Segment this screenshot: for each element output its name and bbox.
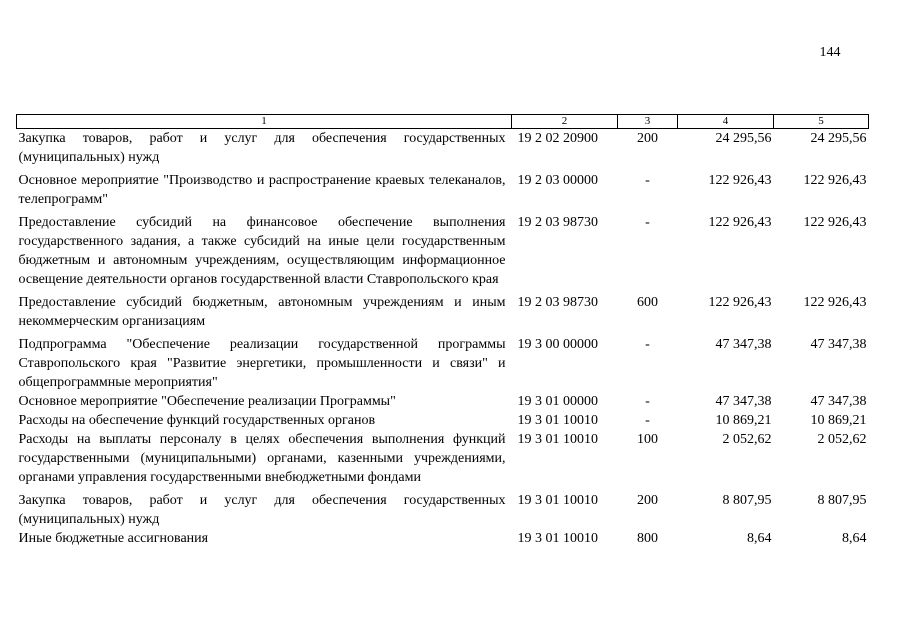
row-sum-1: 24 295,56 (715, 131, 772, 146)
row-type: - (645, 215, 650, 230)
row-sum-1: 122 926,43 (708, 173, 772, 188)
row-sum-2: 122 926,43 (803, 215, 867, 230)
row-type: - (645, 337, 650, 352)
column-header-name: 1 (17, 115, 512, 129)
column-header-code: 2 (512, 115, 618, 129)
row-code: 19 3 01 10010 (517, 413, 598, 428)
row-sum-2: 8 807,95 (817, 493, 867, 508)
row-name: Подпрограмма "Обеспечение реализации государственной программы Ставропольского края "Развитие энергетики, промышленности и связи" и общепрограммные мероприятия" (18, 337, 506, 390)
row-code: 19 3 01 00000 (517, 394, 598, 409)
row-sum-2: 24 295,56 (810, 131, 867, 146)
row-sum-2: 122 926,43 (803, 173, 867, 188)
row-name: Основное мероприятие "Производство и распространение краевых телеканалов, телепрограмм" (18, 173, 506, 207)
row-type: 800 (637, 531, 658, 546)
row-sum-1: 47 347,38 (715, 337, 772, 352)
row-code: 19 3 00 00000 (517, 337, 598, 352)
row-sum-1: 122 926,43 (708, 295, 772, 310)
table-row (17, 529, 869, 548)
budget-table (16, 114, 869, 548)
row-sum-2: 10 869,21 (810, 413, 867, 428)
row-type: 200 (637, 493, 658, 508)
row-code: 19 2 03 98730 (517, 295, 598, 310)
row-code: 19 2 02 20900 (517, 131, 598, 146)
row-type: - (645, 394, 650, 409)
row-sum-1: 122 926,43 (708, 215, 772, 230)
row-sum-1: 8 807,95 (722, 493, 772, 508)
page-number: 144 (819, 45, 841, 60)
table-row (17, 411, 869, 430)
row-name: Иные бюджетные ассигнования (18, 531, 209, 546)
row-type: 100 (637, 432, 658, 447)
table-row (17, 171, 869, 213)
row-sum-1: 8,64 (747, 531, 772, 546)
row-type: 200 (637, 131, 658, 146)
column-header-type: 3 (618, 115, 678, 129)
column-header-sum-1: 4 (678, 115, 774, 129)
row-sum-1: 2 052,62 (722, 432, 772, 447)
table-row (17, 430, 869, 491)
row-sum-1: 10 869,21 (715, 413, 772, 428)
table-row (17, 129, 869, 172)
row-name: Основное мероприятие "Обеспечение реализации Программы" (18, 394, 396, 409)
row-name: Закупка товаров, работ и услуг для обеспечения государственных (муниципальных) нужд (18, 493, 506, 527)
row-sum-2: 122 926,43 (803, 295, 867, 310)
table-row (17, 335, 869, 392)
row-code: 19 2 03 98730 (517, 215, 598, 230)
header-row (17, 115, 869, 129)
row-code: 19 2 03 00000 (517, 173, 598, 188)
row-sum-2: 47 347,38 (810, 337, 867, 352)
row-name: Предоставление субсидий бюджетным, автономным учреждениям и иным некоммерческим организациям (18, 295, 506, 329)
row-name: Расходы на обеспечение функций государственных органов (18, 413, 376, 428)
row-type: - (645, 413, 650, 428)
table-row (17, 491, 869, 529)
row-type: - (645, 173, 650, 188)
row-code: 19 3 01 10010 (517, 531, 598, 546)
column-header-sum-2: 5 (774, 115, 869, 129)
row-code: 19 3 01 10010 (517, 432, 598, 447)
row-name: Расходы на выплаты персоналу в целях обеспечения выполнения функций государственными (муниципальными) органами, казенными учреждениями, органами управления государственными внебюджетными фондами (18, 432, 506, 485)
table-row (17, 213, 869, 293)
row-name: Закупка товаров, работ и услуг для обеспечения государственных (муниципальных) нужд (18, 131, 506, 165)
row-type: 600 (637, 295, 658, 310)
row-sum-2: 47 347,38 (810, 394, 867, 409)
row-sum-2: 8,64 (842, 531, 867, 546)
row-sum-1: 47 347,38 (715, 394, 772, 409)
row-sum-2: 2 052,62 (817, 432, 867, 447)
row-name: Предоставление субсидий на финансовое обеспечение выполнения государственного задания, а также субсидий на иные цели государственным бюджетным и автономным учреждениям, осуществляющим информационное освещение деятельности органов государственной власти Ставропольского края (18, 215, 506, 287)
row-code: 19 3 01 10010 (517, 493, 598, 508)
table-row (17, 392, 869, 411)
table-row (17, 293, 869, 335)
